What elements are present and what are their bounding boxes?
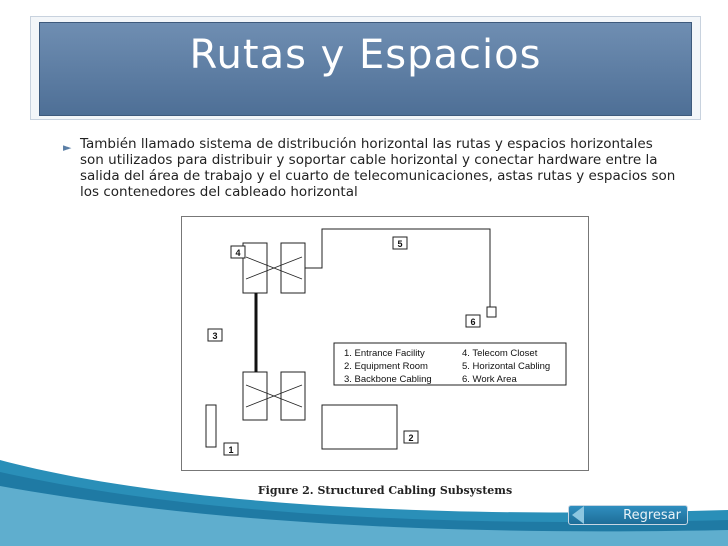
back-button[interactable]	[568, 505, 688, 525]
legend-item: 2. Equipment Room	[344, 361, 428, 372]
rack-top-left	[243, 243, 267, 293]
legend-item: 6. Work Area	[462, 374, 517, 385]
legend-item: 3. Backbone Cabling	[344, 374, 432, 385]
legend-item: 5. Horizontal Cabling	[462, 361, 551, 372]
label-5	[393, 237, 407, 249]
svg-text:5: 5	[397, 239, 403, 249]
decorative-swoosh	[0, 440, 728, 546]
legend-item: 1. Entrance Facility	[344, 348, 425, 359]
svg-text:2: 2	[408, 433, 414, 443]
label-3	[208, 329, 222, 341]
rack-bottom-right	[281, 372, 305, 420]
svg-text:4: 4	[235, 248, 241, 258]
bullet-arrow-icon: ►	[63, 141, 72, 154]
svg-text:3: 3	[212, 331, 218, 341]
rack-bottom-left	[243, 372, 267, 420]
rack-top-right	[281, 243, 305, 293]
back-arrow-icon[interactable]	[572, 506, 584, 524]
legend-item: 4. Telecom Closet	[462, 348, 538, 359]
label-6	[466, 315, 480, 327]
bullet-text: También llamado sistema de distribución horizontal las rutas y espacios horizontales son utilizados para distribuir y soportar cable horizontal y conectar hardware entre la salida del área de trabajo y el cuarto de telecomunicaciones, astas rutas y espacios son los contenedores del cableado horizontal	[80, 136, 676, 200]
back-button-label: Regresar	[623, 508, 681, 523]
work-area-outlet	[487, 307, 496, 317]
slide-title: Rutas y Espacios	[189, 32, 542, 78]
cabling-diagram	[181, 216, 589, 471]
label-4	[231, 246, 245, 258]
figure-caption: Figure 2. Structured Cabling Subsystems	[257, 484, 513, 497]
svg-text:6: 6	[470, 317, 476, 327]
svg-text:1: 1	[228, 445, 234, 455]
